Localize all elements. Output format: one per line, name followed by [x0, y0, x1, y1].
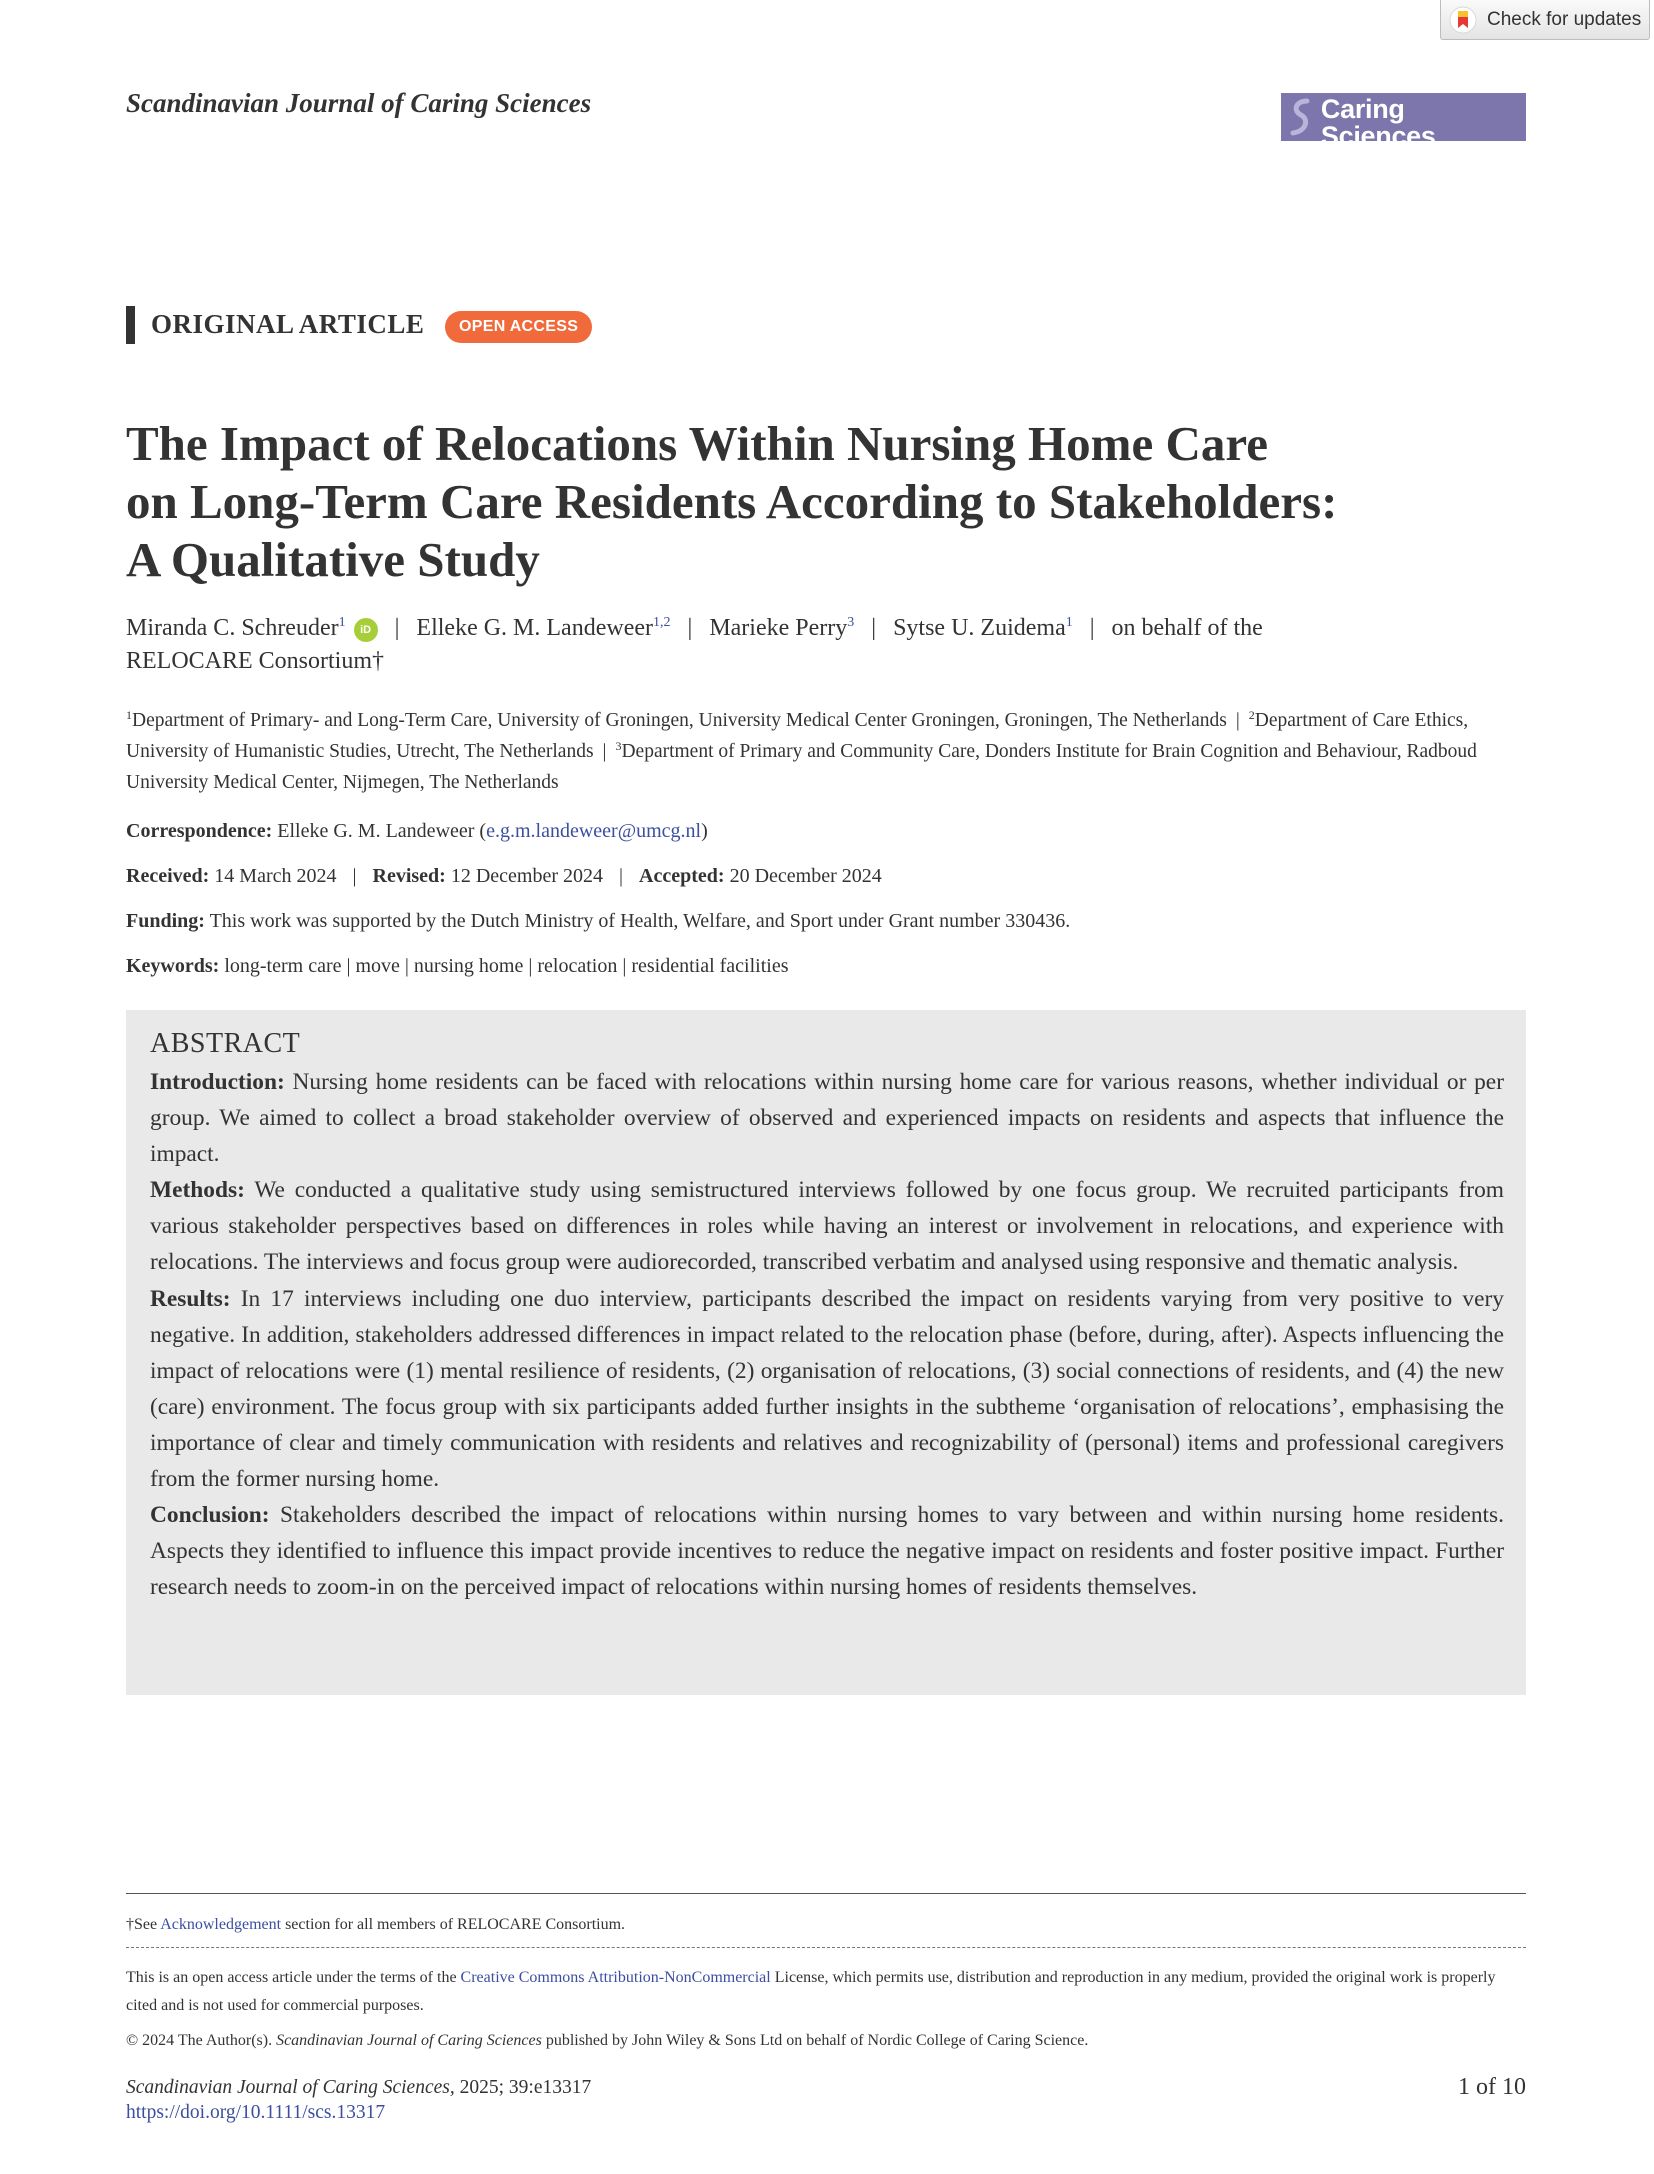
affiliation-text: Department of Primary and Community Care, Donders Institute for Brain Cognition and Behaviour, Radboud University Medical Center, Nijmegen, The Netherlands [126, 741, 1477, 793]
license-pre: This is an open access article under the terms of the [126, 1969, 461, 1986]
date-separator: | [352, 865, 357, 887]
title-line: The Impact of Relocations Within Nursing Home Care [126, 416, 1268, 471]
author-name[interactable]: Sytse U. Zuidema [893, 615, 1066, 641]
abstract-section-label: Introduction: [150, 1069, 285, 1095]
affiliations [126, 705, 1526, 798]
journal-logo [1281, 83, 1526, 151]
funding [126, 910, 1526, 933]
received-date: 14 March 2024 [214, 865, 337, 887]
footnote-divider [126, 1893, 1526, 1894]
author-separator: | [687, 615, 693, 641]
abstract-heading: ABSTRACT [150, 1028, 301, 1059]
license-post: License, which permits use, distribution and reproduction in any medium, provided the original work is properly cited and is not used for commercial purposes. [126, 1969, 1496, 2014]
logo-small-text: Scandinavian Journal of [1320, 83, 1449, 96]
bookmark-icon [1449, 6, 1477, 34]
article-type-bar [126, 306, 135, 344]
correspondence-paren-close: ) [701, 820, 708, 842]
footer-journal: Scandinavian Journal of Caring Sciences, [126, 2077, 455, 2098]
open-access-badge: OPEN ACCESS [445, 311, 592, 343]
correspondence-label: Correspondence: [126, 820, 273, 842]
journal-name: Scandinavian Journal of Caring Sciences [126, 88, 592, 118]
article-dates [126, 865, 1526, 888]
copyright-pre: © 2024 The Author(s). [126, 2032, 277, 2049]
article-type: ORIGINAL ARTICLE [151, 309, 425, 339]
correspondence-name: Elleke G. M. Landeweer [277, 820, 475, 842]
article-title [126, 415, 1526, 589]
received-label: Received: [126, 865, 210, 887]
journal-logo-mark-icon [1281, 93, 1321, 141]
author-consortium: RELOCARE Consortium† [126, 648, 385, 674]
author-affiliation-ref: 1 [338, 615, 346, 630]
keywords-label: Keywords: [126, 955, 220, 977]
abstract-section-results [150, 1281, 1504, 1498]
license-link[interactable]: Creative Commons Attribution-NonCommercial [460, 1969, 771, 1986]
footer-volume: 2025; 39:e13317 [454, 2077, 592, 2098]
accepted-date: 20 December 2024 [729, 865, 882, 887]
license-notice [126, 1964, 1526, 2020]
footer-doi-link[interactable]: https://doi.org/10.1111/scs.13317 [126, 2102, 386, 2123]
abstract-section-text: Nursing home residents can be faced with relocations within nursing home care for various reasons, whether individual or per group. We aimed to collect a broad stakeholder overview of observed and experienced impacts on residents and aspects that influence the impact. [150, 1069, 1504, 1168]
affiliation-text: Department of Care Ethics, University of Humanistic Studies, Utrecht, The Netherlands [126, 710, 1469, 762]
author-affiliation-ref: 1,2 [653, 615, 671, 630]
date-separator: | [619, 865, 624, 887]
funding-text: This work was supported by the Dutch Ministry of Health, Welfare, and Sport under Grant number 330436. [209, 910, 1071, 932]
author-name[interactable]: Elleke G. M. Landeweer [416, 615, 653, 641]
copyright-journal: Scandinavian Journal of Caring Sciences [276, 2032, 542, 2049]
author-group-note: on behalf of the [1111, 615, 1263, 641]
title-line: A Qualitative Study [126, 532, 540, 587]
author-name[interactable]: Miranda C. Schreuder [126, 615, 339, 641]
page-footer-citation [126, 2075, 591, 2125]
keywords-text: long-term care | move | nursing home | relocation | residential facilities [224, 955, 789, 977]
affiliation-number: 1 [126, 708, 132, 722]
affiliation-number: 2 [1248, 708, 1255, 722]
title-line: on Long-Term Care Residents According to Stakeholders: [126, 474, 1338, 529]
check-for-updates-label: Check for updates [1487, 8, 1642, 30]
revised-date: 12 December 2024 [450, 865, 604, 887]
acknowledgement-link[interactable]: Acknowledgement [160, 1916, 282, 1933]
orcid-icon[interactable]: iD [354, 618, 378, 642]
copyright-post: published by John Wiley & Sons Ltd on behalf of Nordic College of Caring Science. [541, 2032, 1089, 2049]
author-affiliation-ref: 1 [1065, 615, 1073, 630]
author-separator: | [394, 615, 400, 641]
author-separator: | [1089, 615, 1095, 641]
abstract-section-label: Results: [150, 1285, 231, 1312]
abstract-body [150, 1064, 1504, 1605]
funding-label: Funding: [126, 910, 205, 932]
affiliation-text: Department of Primary- and Long-Term Care, University of Groningen, University Medical Center Groningen, Groningen, The Netherlands [132, 710, 1227, 731]
accepted-label: Accepted: [639, 865, 725, 887]
correspondence [126, 820, 1526, 843]
author-separator: | [871, 615, 877, 641]
abstract-section-label: Conclusion: [150, 1502, 270, 1529]
abstract-section-methods [150, 1172, 1504, 1280]
check-for-updates-button[interactable] [1440, 0, 1650, 40]
affiliation-number: 3 [615, 739, 622, 753]
correspondence-paren-open: ( [479, 820, 487, 842]
footnote-consortium-post: section for all members of RELOCARE Consortium. [281, 1916, 626, 1933]
abstract-section-text: We conducted a qualitative study using semistructured interviews followed by one focus group. We recruited participants from various stakeholder perspectives based on differences in roles while having an interest or involvement in relocations, and experience with relocations. The interviews and focus group were audiorecorded, transcribed verbatim and analysed using responsive and thematic analysis. [150, 1177, 1504, 1276]
author-list [126, 612, 1526, 678]
abstract-section-introduction [150, 1064, 1504, 1172]
author-name[interactable]: Marieke Perry [709, 615, 848, 641]
footnote-consortium [126, 1911, 1526, 1939]
footnote-consortium-pre: †See [126, 1916, 161, 1933]
copyright-notice [126, 2027, 1526, 2055]
abstract-section-text: In 17 interviews including one duo interview, participants described the impact on residents varying from very positive to very negative. In addition, stakeholders addressed differences in impact related to the relocation phase (before, during, after). Aspects influencing the impact of relocations were (1) mental resilience of residents, (2) organisation of relocations, (3) social connections of residents, and (4) the new (care) environment. The focus group with six participants added further insights in the subtheme ‘organisation of relocations’, emphasising the importance of clear and timely communication with residents and relatives and recognizability of (personal) items and professional caregivers from the former nursing home. [150, 1285, 1504, 1493]
page-number: 1 of 10 [1458, 2074, 1526, 2100]
footnote-dashed-divider [126, 1947, 1526, 1948]
author-affiliation-ref: 3 [847, 615, 855, 630]
logo-big-text: Caring Sciences [1320, 93, 1436, 151]
correspondence-email-link[interactable]: e.g.m.landeweer@umcg.nl [486, 820, 702, 842]
abstract-section-conclusion [150, 1497, 1504, 1605]
affiliation-separator: | [602, 741, 607, 762]
affiliation-separator: | [1235, 710, 1240, 731]
abstract-section-text: Stakeholders described the impact of relocations within nursing homes to vary between and within nursing home residents. Aspects they identified to influence this impact provide incentives to reduce the negative impact on residents and foster positive impact. Further research needs to zoom-in on the perceived impact of relocations within nursing homes of residents themselves. [150, 1502, 1504, 1601]
keywords [126, 955, 1526, 978]
abstract-section-label: Methods: [150, 1177, 245, 1204]
revised-label: Revised: [372, 865, 446, 887]
